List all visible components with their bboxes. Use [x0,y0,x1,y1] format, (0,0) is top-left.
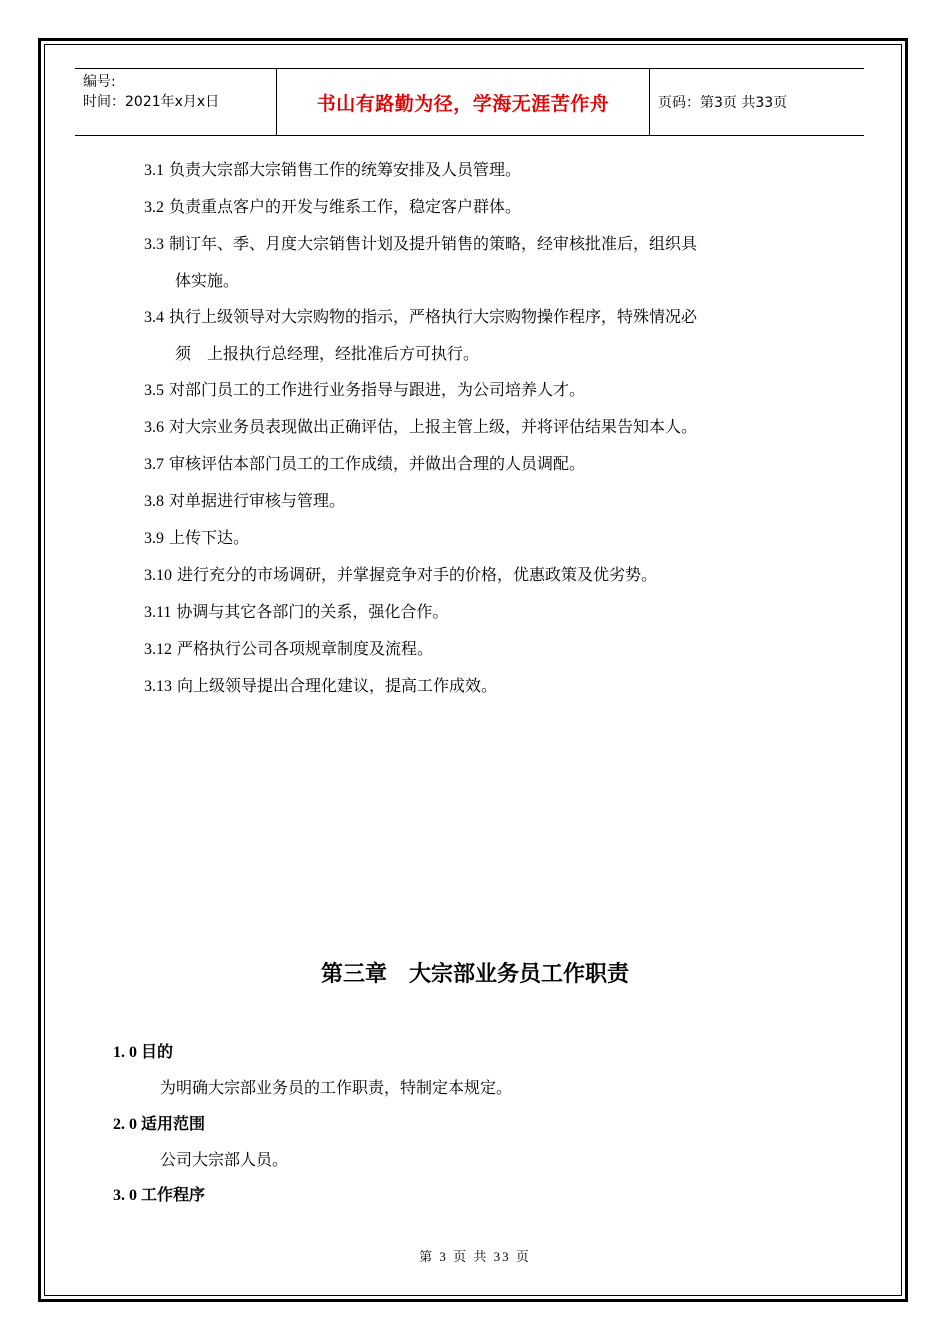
section-number: 1. 0 [113,1044,137,1061]
list-item [144,631,844,668]
list-item [144,668,844,705]
section-number: 2. 0 [113,1116,137,1133]
item-text-continued: 须 上报执行总经理，经批准后方可执行。 [175,344,480,363]
document-header [75,68,864,136]
item-text: 上传下达。 [169,528,250,547]
header-time-label: 时间：2021年x月x日 [83,94,220,110]
list-item [144,372,844,409]
item-number: 3.10 [144,567,172,584]
section-heading-scope [113,1111,205,1138]
header-motto: 书山有路勤为径，学海无涯苦作舟 [316,92,610,115]
item-text: 进行充分的市场调研，并掌握竞争对手的价格，优惠政策及优劣势。 [177,565,658,584]
page-footer: 第 3 页 共 33 页 [419,1249,531,1264]
list-item [144,299,844,372]
list-item [144,226,844,299]
list-item [144,409,844,446]
header-page-code: 页码：第3页 共33页 [658,95,788,111]
section-number: 3. 0 [113,1187,137,1204]
duty-list [144,152,844,705]
section-title: 适用范围 [141,1114,206,1133]
item-text: 制订年、季、月度大宗销售计划及提升销售的策略，经审核批准后，组织具 [169,234,698,253]
item-text: 执行上级领导对大宗购物的指示，严格执行大宗购物操作程序，特殊情况必 [169,307,698,326]
list-item [144,520,844,557]
section-title: 目的 [141,1042,174,1061]
list-item [144,594,844,631]
item-text: 对大宗业务员表现做出正确评估，上报主管上级，并将评估结果告知本人。 [169,417,698,436]
item-number: 3.6 [144,419,164,436]
item-text-continued: 体实施。 [175,271,240,290]
item-text: 严格执行公司各项规章制度及流程。 [177,639,434,658]
list-item [144,189,844,226]
item-text: 对单据进行审核与管理。 [169,491,346,510]
item-number: 3.9 [144,530,164,547]
item-number: 3.7 [144,456,164,473]
item-number: 3.4 [144,309,164,326]
list-item [144,483,844,520]
item-text: 负责大宗部大宗销售工作的统筹安排及人员管理。 [169,160,522,179]
item-text: 协调与其它各部门的关系，强化合作。 [176,602,449,621]
section-heading-procedure [113,1182,205,1209]
section-heading-purpose [113,1039,173,1066]
item-number: 3.2 [144,199,164,216]
item-text: 负责重点客户的开发与维系工作，稳定客户群体。 [169,197,522,216]
item-text: 审核评估本部门员工的工作成绩，并做出合理的人员调配。 [169,454,586,473]
header-meta [75,69,276,135]
list-item [144,557,844,594]
item-number: 3.3 [144,236,164,253]
list-item [144,152,844,189]
item-number: 3.11 [144,604,172,621]
section-body-scope: 公司大宗部人员。 [160,1150,289,1169]
item-number: 3.5 [144,382,164,399]
section-body-purpose: 为明确大宗部业务员的工作职责，特制定本规定。 [160,1078,513,1097]
section-title: 工作程序 [141,1185,206,1204]
header-number-label: 编号: [83,74,116,90]
header-page-code-cell [650,69,864,135]
item-number: 3.12 [144,641,172,658]
header-motto-cell [276,69,650,135]
item-number: 3.1 [144,162,164,179]
chapter-title: 第三章 大宗部业务员工作职责 [320,962,629,987]
item-number: 3.8 [144,493,164,510]
item-text: 向上级领导提出合理化建议，提高工作成效。 [177,676,498,695]
list-item [144,446,844,483]
item-number: 3.13 [144,678,172,695]
item-text: 对部门员工的工作进行业务指导与跟进，为公司培养人才。 [169,380,586,399]
